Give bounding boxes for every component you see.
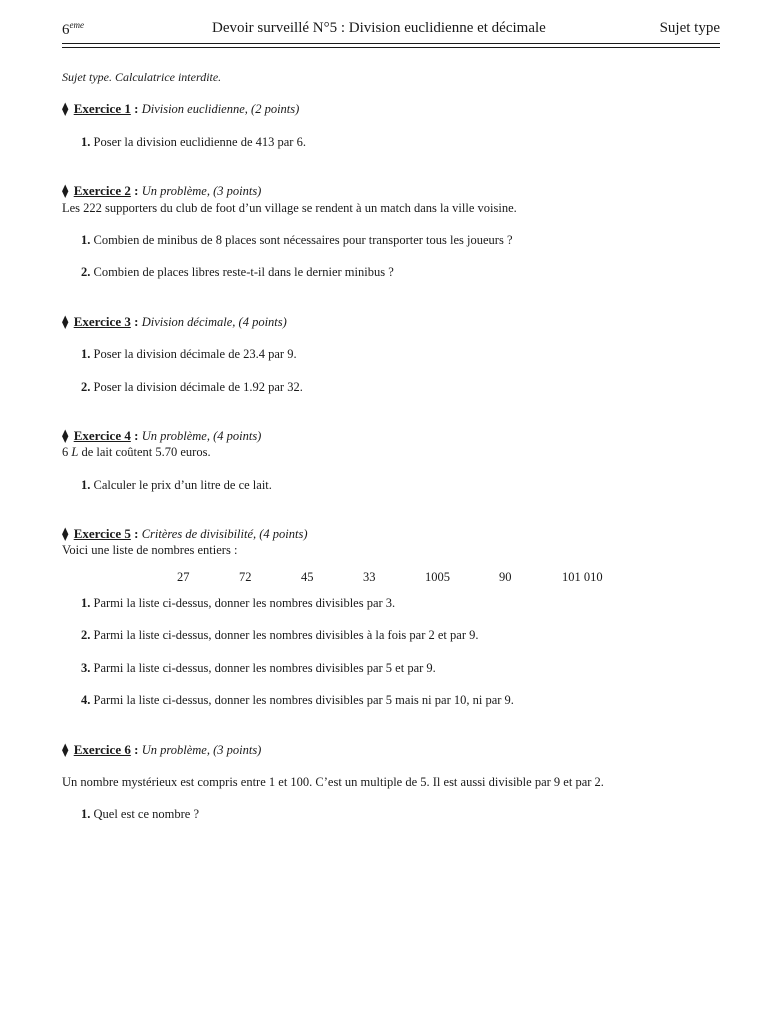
exercise-3-question-2 [81,380,303,395]
exercise-title: Exercice 2 [73,183,131,198]
exercise-6-statement: Un nombre mystérieux est compris entre 1 et 100. C’est un multiple de 5. Il est aussi divisible par 9 et par 2. [62,775,604,789]
question-text: Parmi la liste ci-dessus, donner les nombres divisibles à la fois par 2 et par 9. [93,628,479,642]
subject-type: Sujet type [659,20,720,36]
page-header [62,20,720,42]
exercise-5-question-1 [81,596,395,611]
question-text: Quel est ce nombre ? [93,807,200,821]
exercise-subtitle: Un problème, (4 points) [141,429,262,443]
number-item: 1005 [425,570,450,584]
statement-quantity: 6 [62,445,72,459]
number-item: 72 [239,570,252,584]
page-title: Devoir surveillé N°5 : Division euclidienne et décimale [212,20,546,36]
exercise-6-heading [62,742,261,758]
question-number: 2. [81,265,91,279]
question-number: 4. [81,693,91,707]
header-rule-thin [62,47,720,48]
exercise-5-question-2 [81,628,479,643]
number-list [0,570,768,586]
exercise-subtitle: Un problème, (3 points) [141,743,262,757]
question-text: Parmi la liste ci-dessus, donner les nombres divisibles par 5 mais ni par 10, ni par 9. [93,693,514,707]
question-number: 1. [81,596,91,610]
class-level [62,20,84,39]
exercise-title: Exercice 5 [73,526,131,541]
class-level-suffix: eme [69,20,84,30]
heading-colon: : [134,742,139,757]
question-number: 1. [81,135,91,149]
exercise-2-heading [62,183,261,199]
question-number: 2. [81,628,91,642]
exercise-title: Exercice 4 [73,428,131,443]
question-number: 1. [81,233,91,247]
question-number: 1. [81,347,91,361]
diamond-bullet-icon: ⧫ [62,183,69,198]
number-item: 90 [499,570,512,584]
exercise-5-question-4 [81,693,514,708]
exercise-title: Exercice 6 [73,742,131,757]
question-number: 3. [81,661,91,675]
number-item: 101 010 [562,570,603,584]
heading-colon: : [134,101,139,116]
exercise-1-heading [62,101,299,117]
question-text: Combien de minibus de 8 places sont nécessaires pour transporter tous les joueurs ? [93,233,513,247]
class-level-number: 6 [62,22,70,38]
exercise-2-question-2 [81,265,394,280]
heading-colon: : [134,314,139,329]
exercise-2-statement: Les 222 supporters du club de foot d’un village se rendent à un match dans la ville voisine. [62,201,517,215]
exercise-subtitle: Critères de divisibilité, (4 points) [141,527,308,541]
diamond-bullet-icon: ⧫ [62,742,69,757]
header-rule-thick [62,43,720,44]
statement-rest: de lait coûtent 5.70 euros. [78,445,211,459]
number-item: 33 [363,570,376,584]
heading-colon: : [134,428,139,443]
exercise-3-heading [62,314,287,330]
exercise-subtitle: Division euclidienne, (2 points) [141,102,300,116]
exercise-1-question-1 [81,135,306,150]
question-text: Poser la division euclidienne de 413 par 6. [93,135,306,149]
question-number: 2. [81,380,91,394]
exercise-4-statement [62,445,211,460]
question-text: Poser la division décimale de 1.92 par 32. [93,380,303,394]
exercise-5-statement: Voici une liste de nombres entiers : [62,543,238,557]
question-number: 1. [81,807,91,821]
question-text: Parmi la liste ci-dessus, donner les nombres divisibles par 5 et par 9. [93,661,436,675]
heading-colon: : [134,183,139,198]
intro-note: Sujet type. Calculatrice interdite. [62,70,222,84]
number-item: 27 [177,570,190,584]
number-item: 45 [301,570,314,584]
heading-colon: : [134,526,139,541]
diamond-bullet-icon: ⧫ [62,101,69,116]
exercise-3-question-1 [81,347,297,362]
exercise-6-question-1 [81,807,199,822]
diamond-bullet-icon: ⧫ [62,526,69,541]
question-text: Combien de places libres reste-t-il dans le dernier minibus ? [93,265,394,279]
question-number: 1. [81,478,91,492]
question-text: Calculer le prix d’un litre de ce lait. [93,478,272,492]
question-text: Parmi la liste ci-dessus, donner les nombres divisibles par 3. [93,596,396,610]
diamond-bullet-icon: ⧫ [62,428,69,443]
statement-unit: L [71,445,79,459]
exercise-subtitle: Un problème, (3 points) [141,184,262,198]
exercise-5-heading [62,526,308,542]
question-text: Poser la division décimale de 23.4 par 9. [93,347,297,361]
exercise-5-question-3 [81,661,436,676]
exercise-4-question-1 [81,478,272,493]
exercise-title: Exercice 1 [73,101,131,116]
exercise-4-heading [62,428,261,444]
diamond-bullet-icon: ⧫ [62,314,69,329]
exercise-subtitle: Division décimale, (4 points) [141,315,287,329]
exercise-2-question-1 [81,233,513,248]
exercise-title: Exercice 3 [73,314,131,329]
